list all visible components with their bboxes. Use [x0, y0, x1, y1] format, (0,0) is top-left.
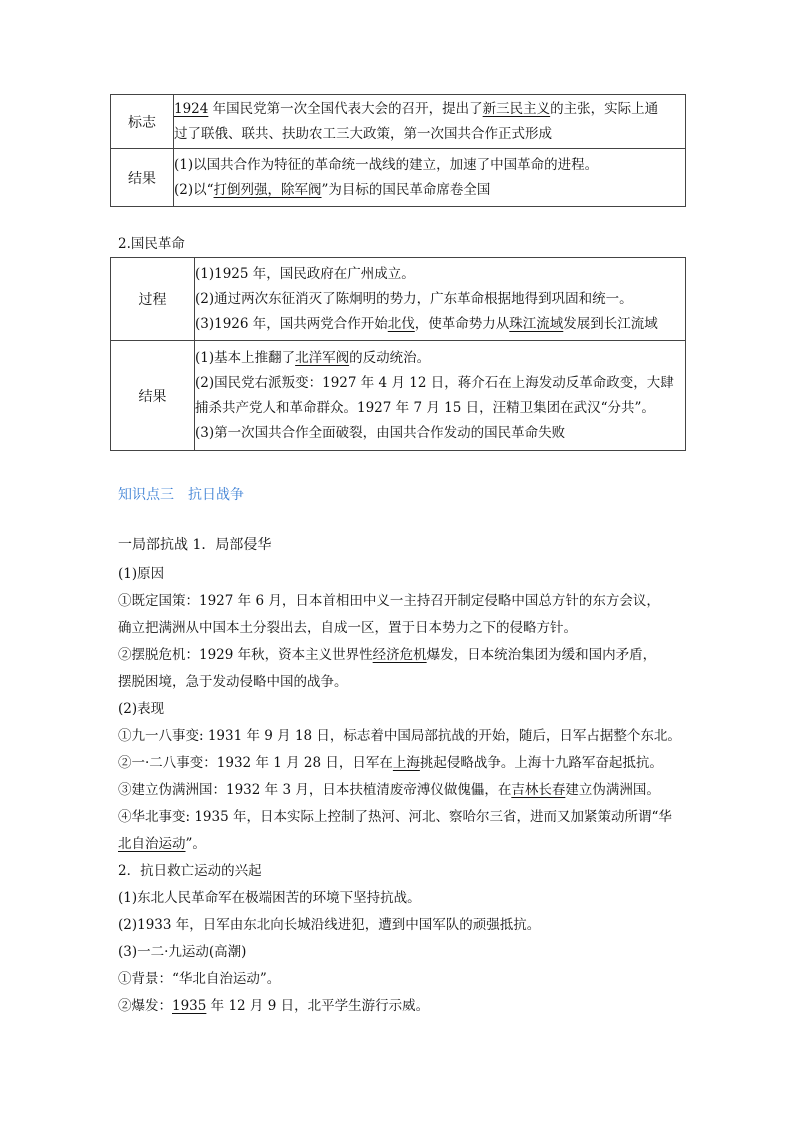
text-line: 1924 年国民党第一次全国代表大会的召开，提出了新三民主义的主张，实际上通	[174, 100, 659, 117]
row-label: 结果	[111, 341, 195, 451]
text-line: (3)第一次国共合作全面破裂，由国共合作发动的国民革命失败	[195, 424, 566, 441]
text-line: (3)一二·九运动(高潮)	[118, 944, 247, 960]
text-line: (3)1926 年，国共两党合作开始北伐，使革命势力从珠江流域发展到长江流域	[195, 315, 658, 332]
table-national-revolution	[110, 257, 686, 451]
row-label: 过程	[111, 258, 195, 341]
section-heading: 知识点三 抗日战争	[118, 487, 244, 503]
row-content	[195, 258, 686, 341]
text-line: (2)以“打倒列强，除军阀”为目标的国民革命席卷全国	[174, 181, 491, 198]
text-line: ②一·二八事变：1932 年 1 月 28 日，日军在上海挑起侵略战争。上海十九路军奋起抵抗。	[118, 755, 663, 771]
text-line: 2．抗日救亡运动的兴起	[118, 863, 262, 879]
text-line: ①背景：“华北自治运动”。	[118, 971, 281, 987]
text-line: ②爆发：1935 年 12 月 9 日，北平学生游行示威。	[118, 998, 430, 1014]
body-text	[118, 561, 688, 1020]
text-line: 捕杀共产党人和革命群众。1927 年 7 月 15 日，汪精卫集团在武汉“分共”。	[195, 399, 655, 416]
text-line: (1)基本上推翻了北洋军阀的反动统治。	[195, 349, 431, 366]
text-line: (1)原因	[118, 566, 165, 582]
table-row	[111, 258, 686, 341]
text-line: (1)以国共合作为特征的革命统一战线的建立，加速了中国革命的进程。	[174, 156, 599, 173]
text-line: (2)通过两次东征消灭了陈炯明的势力，广东革命根据地得到巩固和统一。	[195, 290, 633, 307]
row-label: 标志	[111, 95, 174, 149]
text-line: (2)1933 年，日军由东北向长城沿线进犯，遭到中国军队的顽强抵抗。	[118, 917, 541, 933]
table-row	[111, 95, 686, 149]
text-line: ④华北事变: 1935 年，日本实际上控制了热河、河北、察哈尔三省，进而又加紧策动所谓“华	[118, 809, 672, 825]
text-line: 摆脱困境，急于发动侵略中国的战争。	[118, 674, 348, 690]
row-content	[174, 149, 686, 207]
text-line: ②摆脱危机：1929 年秋，资本主义世界性经济危机爆发，日本统治集团为缓和国内矛盾，	[118, 647, 657, 663]
text-line: 北自治运动”。	[118, 836, 206, 852]
text-line: 确立把满洲从中国本土分裂出去，自成一区，置于日本势力之下的侵略方针。	[118, 620, 577, 636]
text-line: ①既定国策：1927 年 6 月，日本首相田中义一主持召开制定侵略中国总方针的东方会议，	[118, 593, 660, 609]
text-line: (1)1925 年，国民政府在广州成立。	[195, 265, 415, 282]
table-first-united-front	[110, 94, 686, 207]
text-line: (1)东北人民革命军在极端困苦的环境下坚持抗战。	[118, 890, 421, 906]
section-title: 2.国民革命	[118, 236, 185, 252]
text-line: (2)国民党右派叛变：1927 年 4 月 12 日，蒋介石在上海发动反革命政变，大肆	[195, 374, 674, 391]
text-line: ①九一八事变: 1931 年 9 月 18 日，标志着中国局部抗战的开始，随后，日军占据整个东北。	[118, 728, 681, 744]
text-line: ③建立伪满洲国：1932 年 3 月，日本扶植清废帝溥仪做傀儡，在吉林长春建立伪满洲国。	[118, 782, 660, 798]
subtitle: 一局部抗战 1．局部侵华	[118, 537, 272, 553]
table-row	[111, 149, 686, 207]
row-content	[174, 95, 686, 149]
text-line: 过了联俄、联共、扶助农工三大政策，第一次国共合作正式形成	[174, 125, 552, 142]
row-content	[195, 341, 686, 451]
row-label: 结果	[111, 149, 174, 207]
table-row	[111, 341, 686, 451]
text-line: (2)表现	[118, 701, 165, 717]
